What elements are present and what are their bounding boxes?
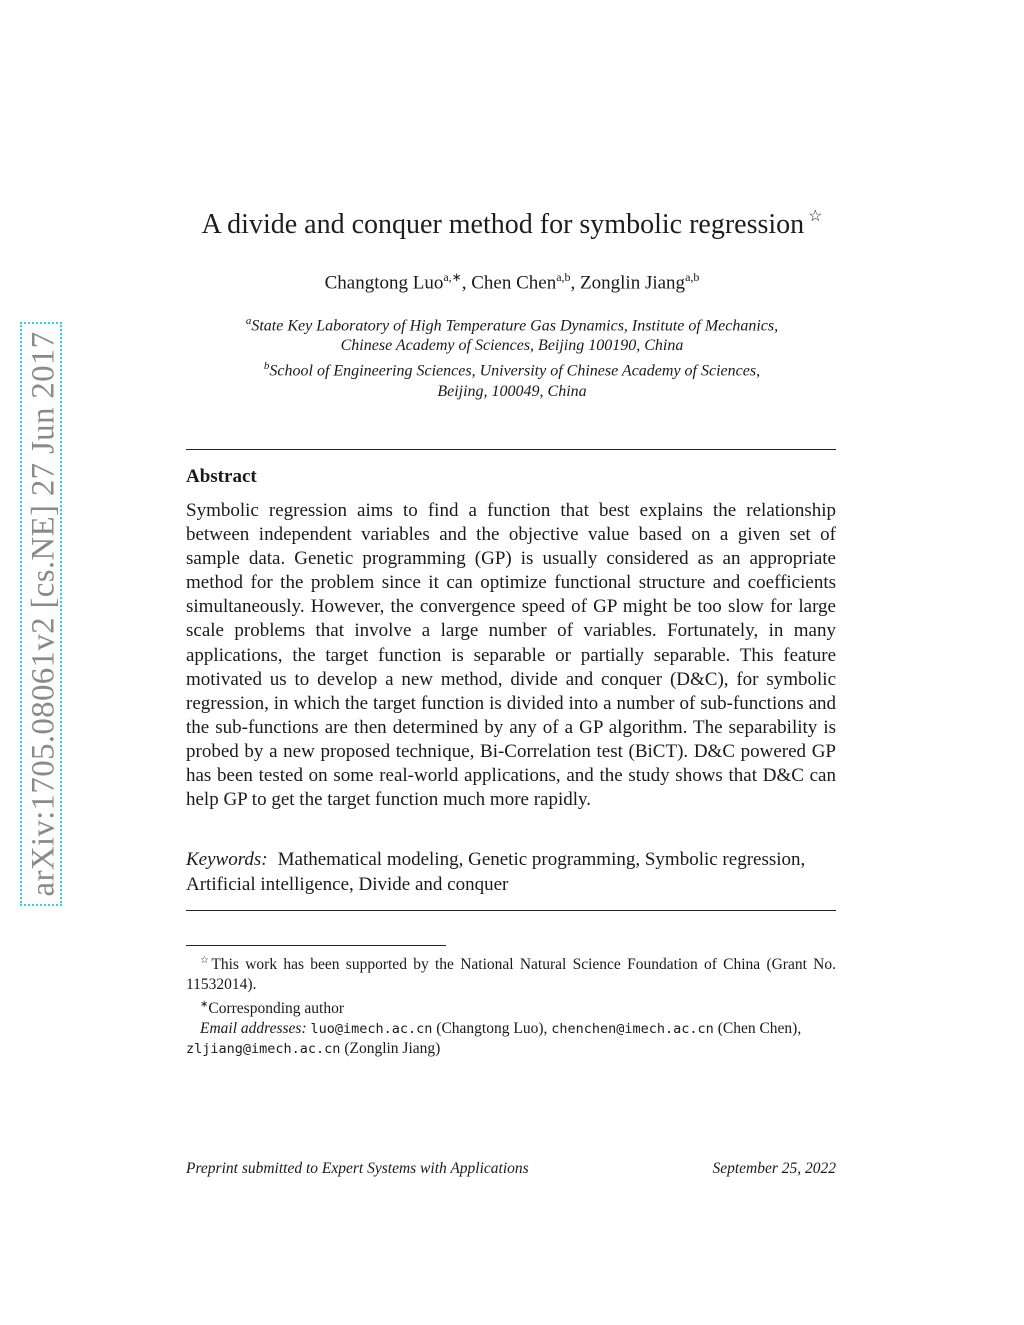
author-affil-mark: a,∗ bbox=[443, 270, 462, 284]
preprint-date: September 25, 2022 bbox=[712, 1160, 836, 1177]
abstract-heading: Abstract bbox=[186, 466, 257, 487]
affil-mark-a: a bbox=[245, 315, 252, 327]
corresponding-footnote bbox=[186, 995, 836, 1019]
affil-a-line1: State Key Laboratory of High Temperature Gas Dynamics, Institute of Mechanics, bbox=[251, 317, 779, 335]
email-footnote bbox=[186, 1019, 836, 1059]
corresponding-mark: ∗ bbox=[200, 999, 209, 1011]
footnotes bbox=[186, 951, 836, 1059]
author-list: Changtong Luo$^{a,∗}$, Chen Chen$^{a,b}$, Zonglin Jiang$^{a,b}$ bbox=[324, 270, 700, 294]
abstract-bottom-rule bbox=[186, 910, 836, 911]
keywords-label: Keywords: bbox=[186, 849, 268, 870]
affil-mark-b: b bbox=[263, 360, 270, 373]
title-footnote-mark: ☆ bbox=[808, 208, 823, 225]
author-affil-mark: a,b bbox=[556, 270, 571, 284]
corresponding-text: Corresponding author bbox=[208, 1000, 344, 1018]
author-name: Zonglin Jiang bbox=[580, 272, 686, 294]
footnote-rule bbox=[186, 945, 446, 946]
email-link[interactable]: zljiang@imech.ac.cn bbox=[186, 1041, 341, 1058]
affiliations bbox=[0, 311, 1024, 402]
abstract-top-rule bbox=[186, 449, 836, 450]
funding-text: This work has been supported by the National Natural Science Foundation of China (Grant No. 11532014). bbox=[186, 956, 837, 994]
email-owner: (Chen Chen), bbox=[717, 1020, 802, 1038]
title-text: A divide and conquer method for symbolic regression bbox=[201, 209, 805, 240]
email-link[interactable]: luo@imech.ac.cn bbox=[310, 1021, 433, 1038]
author-affil-mark: a,b bbox=[685, 270, 700, 284]
affil-a-line2: Chinese Academy of Sciences, Beijing 100190, China bbox=[340, 337, 684, 355]
affil-b-line2: Beijing, 100049, China bbox=[437, 382, 587, 400]
abstract-body: Symbolic regression aims to find a function that best explains the relationship between independent variables and the objective value based on a given set of sample data. Genetic programming (GP) is usually considered as an appropriate method for the problem since it can optimize functional structure and coefficients simultaneously. However, the convergence speed of GP might be too slow for large scale problems that involve a large number of variables. Fortunately, in many applications, the target function is separable or partially separable. This feature motivated us to develop a new method, divide and conquer (D&C), for symbolic regression, in which the target function is divided into a number of sub-functions and the sub-functions are then determined by any of a GP algorithm. The separability is probed by a new proposed technique, Bi-Correlation test (BiCT). D&C powered GP has been tested on some real-world applications, and the study shows that D&C can help GP to get the target function much more rapidly. bbox=[186, 500, 836, 811]
email-label: Email addresses: bbox=[200, 1020, 307, 1038]
author-name: Chen Chen bbox=[471, 272, 557, 294]
arxiv-stamp: arXiv:1705.08061v2 [cs.NE] 27 Jun 2017 bbox=[25, 331, 62, 897]
author-name: Changtong Luo bbox=[324, 272, 444, 294]
email-owner: (Zonglin Jiang) bbox=[344, 1040, 441, 1058]
email-owner: (Changtong Luo), bbox=[436, 1020, 548, 1038]
keywords bbox=[186, 848, 836, 897]
email-link[interactable]: chenchen@imech.ac.cn bbox=[551, 1021, 714, 1038]
keywords-text: Mathematical modeling, Genetic programming, Symbolic regression, Artificial intelligence, Divide and conquer bbox=[186, 849, 806, 895]
funding-mark: ☆ bbox=[200, 955, 212, 966]
preprint-note: Preprint submitted to Expert Systems with Applications bbox=[186, 1160, 529, 1177]
funding-footnote bbox=[186, 951, 836, 995]
paper-title bbox=[0, 206, 1024, 241]
affil-b-line1: School of Engineering Sciences, University of Chinese Academy of Sciences, bbox=[269, 362, 761, 380]
